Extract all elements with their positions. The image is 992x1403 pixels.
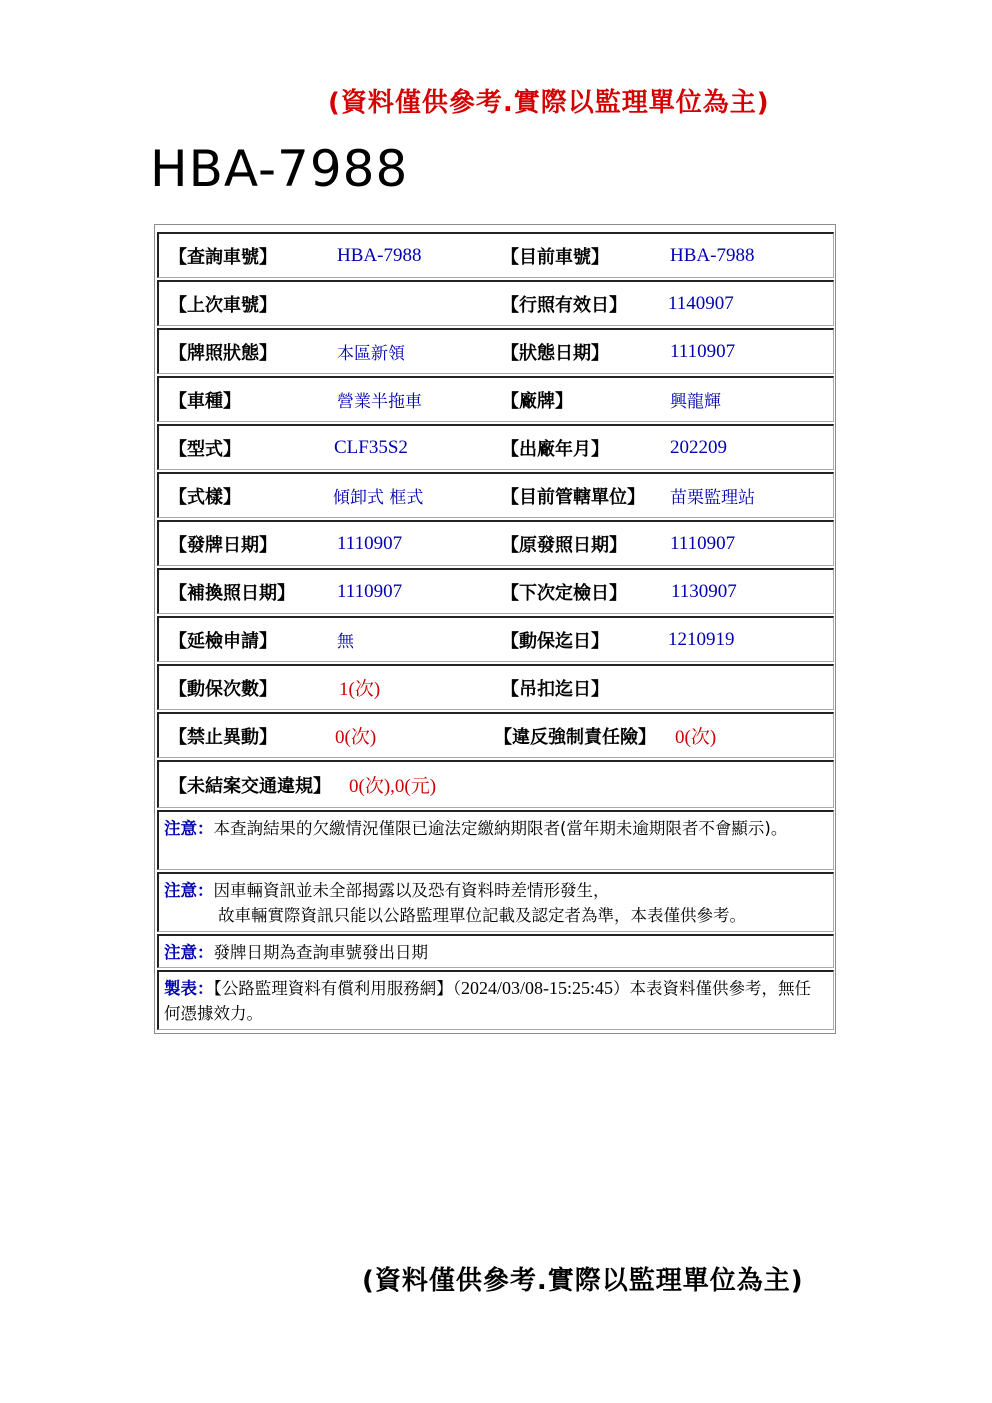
value-compulsory-insurance-violation: 0(次) xyxy=(675,727,717,748)
value-brand: 興龍輝 xyxy=(670,392,721,412)
value-plate-status: 本區新領 xyxy=(337,344,405,364)
label-manufacture-date: 【出廠年月】 xyxy=(501,438,609,460)
label-lien-count: 【動保次數】 xyxy=(169,678,277,700)
label-body-style: 【式樣】 xyxy=(169,486,241,508)
disclaimer-top: (資料僅供參考.實際以監理單位為主) xyxy=(328,88,770,118)
value-next-inspection: 1130907 xyxy=(671,580,737,602)
note-text: 發牌日期為查詢車號發出日期 xyxy=(213,943,428,962)
label-plate-issue-date: 【發牌日期】 xyxy=(169,534,277,556)
note-disclosure xyxy=(157,872,834,932)
value-current-plate: HBA-7988 xyxy=(670,244,755,266)
value-manufacture-date: 202209 xyxy=(670,436,727,458)
value-unpaid-violations: 0(次),0(元) xyxy=(349,776,437,797)
label-suspension-expiry: 【吊扣迄日】 xyxy=(501,678,609,700)
label-previous-plate: 【上次車號】 xyxy=(169,294,277,316)
note-text: 本查詢結果的欠繳情況僅限已逾法定繳納期限者(當年期未逾期限者不會顯示)。 xyxy=(213,819,788,838)
table-row xyxy=(157,232,834,278)
table-row xyxy=(157,664,834,710)
label-jurisdiction: 【目前管轄單位】 xyxy=(501,486,645,508)
made-tail: 本表資料僅供參考，無任何憑據效力。 xyxy=(164,979,811,1023)
table-row xyxy=(157,424,834,470)
value-inspection-extension: 無 xyxy=(337,632,354,652)
value-plate-issue-date: 1110907 xyxy=(337,532,403,554)
plate-number-title: HBA-7988 xyxy=(150,140,409,198)
value-lien-expiry: 1210919 xyxy=(668,628,735,650)
label-model: 【型式】 xyxy=(169,438,241,460)
note-text-line1: 因車輛資訊並未全部揭露以及恐有資料時差情形發生， xyxy=(213,881,610,900)
made-timestamp: 2024/03/08-15:25:45 xyxy=(461,978,613,998)
table-row xyxy=(157,280,834,326)
value-transfer-ban: 0(次) xyxy=(335,727,377,748)
table-row xyxy=(157,616,834,662)
table-row xyxy=(157,376,834,422)
label-status-date: 【狀態日期】 xyxy=(501,342,609,364)
made-close-paren: ） xyxy=(613,979,630,998)
note-tag: 注意： xyxy=(164,881,214,900)
value-original-license-date: 1110907 xyxy=(670,532,736,554)
label-next-inspection: 【下次定檢日】 xyxy=(501,582,627,604)
table-row xyxy=(157,712,834,758)
label-license-expiry: 【行照有效日】 xyxy=(501,294,627,316)
disclaimer-bottom: (資料僅供參考.實際以監理單位為主) xyxy=(362,1266,804,1296)
label-query-plate: 【查詢車號】 xyxy=(169,246,277,268)
value-lien-count: 1(次) xyxy=(339,679,381,700)
note-text-line2: 故車輛實際資訊只能以公路監理單位記載及認定者為準，本表僅供參考。 xyxy=(218,906,746,925)
label-vehicle-type: 【車種】 xyxy=(169,390,241,412)
label-inspection-extension: 【延檢申請】 xyxy=(169,630,277,652)
value-license-expiry: 1140907 xyxy=(668,292,734,314)
value-reissue-date: 1110907 xyxy=(337,580,403,602)
table-row xyxy=(157,568,834,614)
label-lien-expiry: 【動保迄日】 xyxy=(501,630,609,652)
value-model: CLF35S2 xyxy=(334,436,408,458)
value-query-plate: HBA-7988 xyxy=(337,244,422,266)
value-vehicle-type: 營業半拖車 xyxy=(337,392,422,412)
label-plate-status: 【牌照狀態】 xyxy=(169,342,277,364)
value-jurisdiction: 苗栗監理站 xyxy=(670,488,755,508)
made-open-paren: （ xyxy=(452,979,461,998)
note-tag: 注意： xyxy=(164,943,214,962)
label-current-plate: 【目前車號】 xyxy=(501,246,609,268)
note-issue-date xyxy=(157,934,834,968)
report-footer xyxy=(157,970,834,1030)
label-brand: 【廠牌】 xyxy=(501,390,573,412)
table-row xyxy=(157,328,834,374)
label-transfer-ban: 【禁止異動】 xyxy=(169,726,277,748)
table-row xyxy=(157,760,834,808)
label-reissue-date: 【補換照日期】 xyxy=(169,582,295,604)
value-body-style: 傾卸式 框式 xyxy=(333,488,424,508)
table-row xyxy=(157,520,834,566)
note-tag: 注意： xyxy=(164,819,214,838)
made-tag: 製表： xyxy=(164,979,214,998)
table-row xyxy=(157,472,834,518)
note-arrears xyxy=(157,810,834,870)
label-unpaid-violations: 【未結案交通違規】 xyxy=(169,775,331,797)
label-original-license-date: 【原發照日期】 xyxy=(501,534,627,556)
made-service: 【公路監理資料有償利用服務網】 xyxy=(213,979,453,998)
value-status-date: 1110907 xyxy=(670,340,736,362)
label-compulsory-insurance-violation: 【違反強制責任險】 xyxy=(494,726,656,748)
